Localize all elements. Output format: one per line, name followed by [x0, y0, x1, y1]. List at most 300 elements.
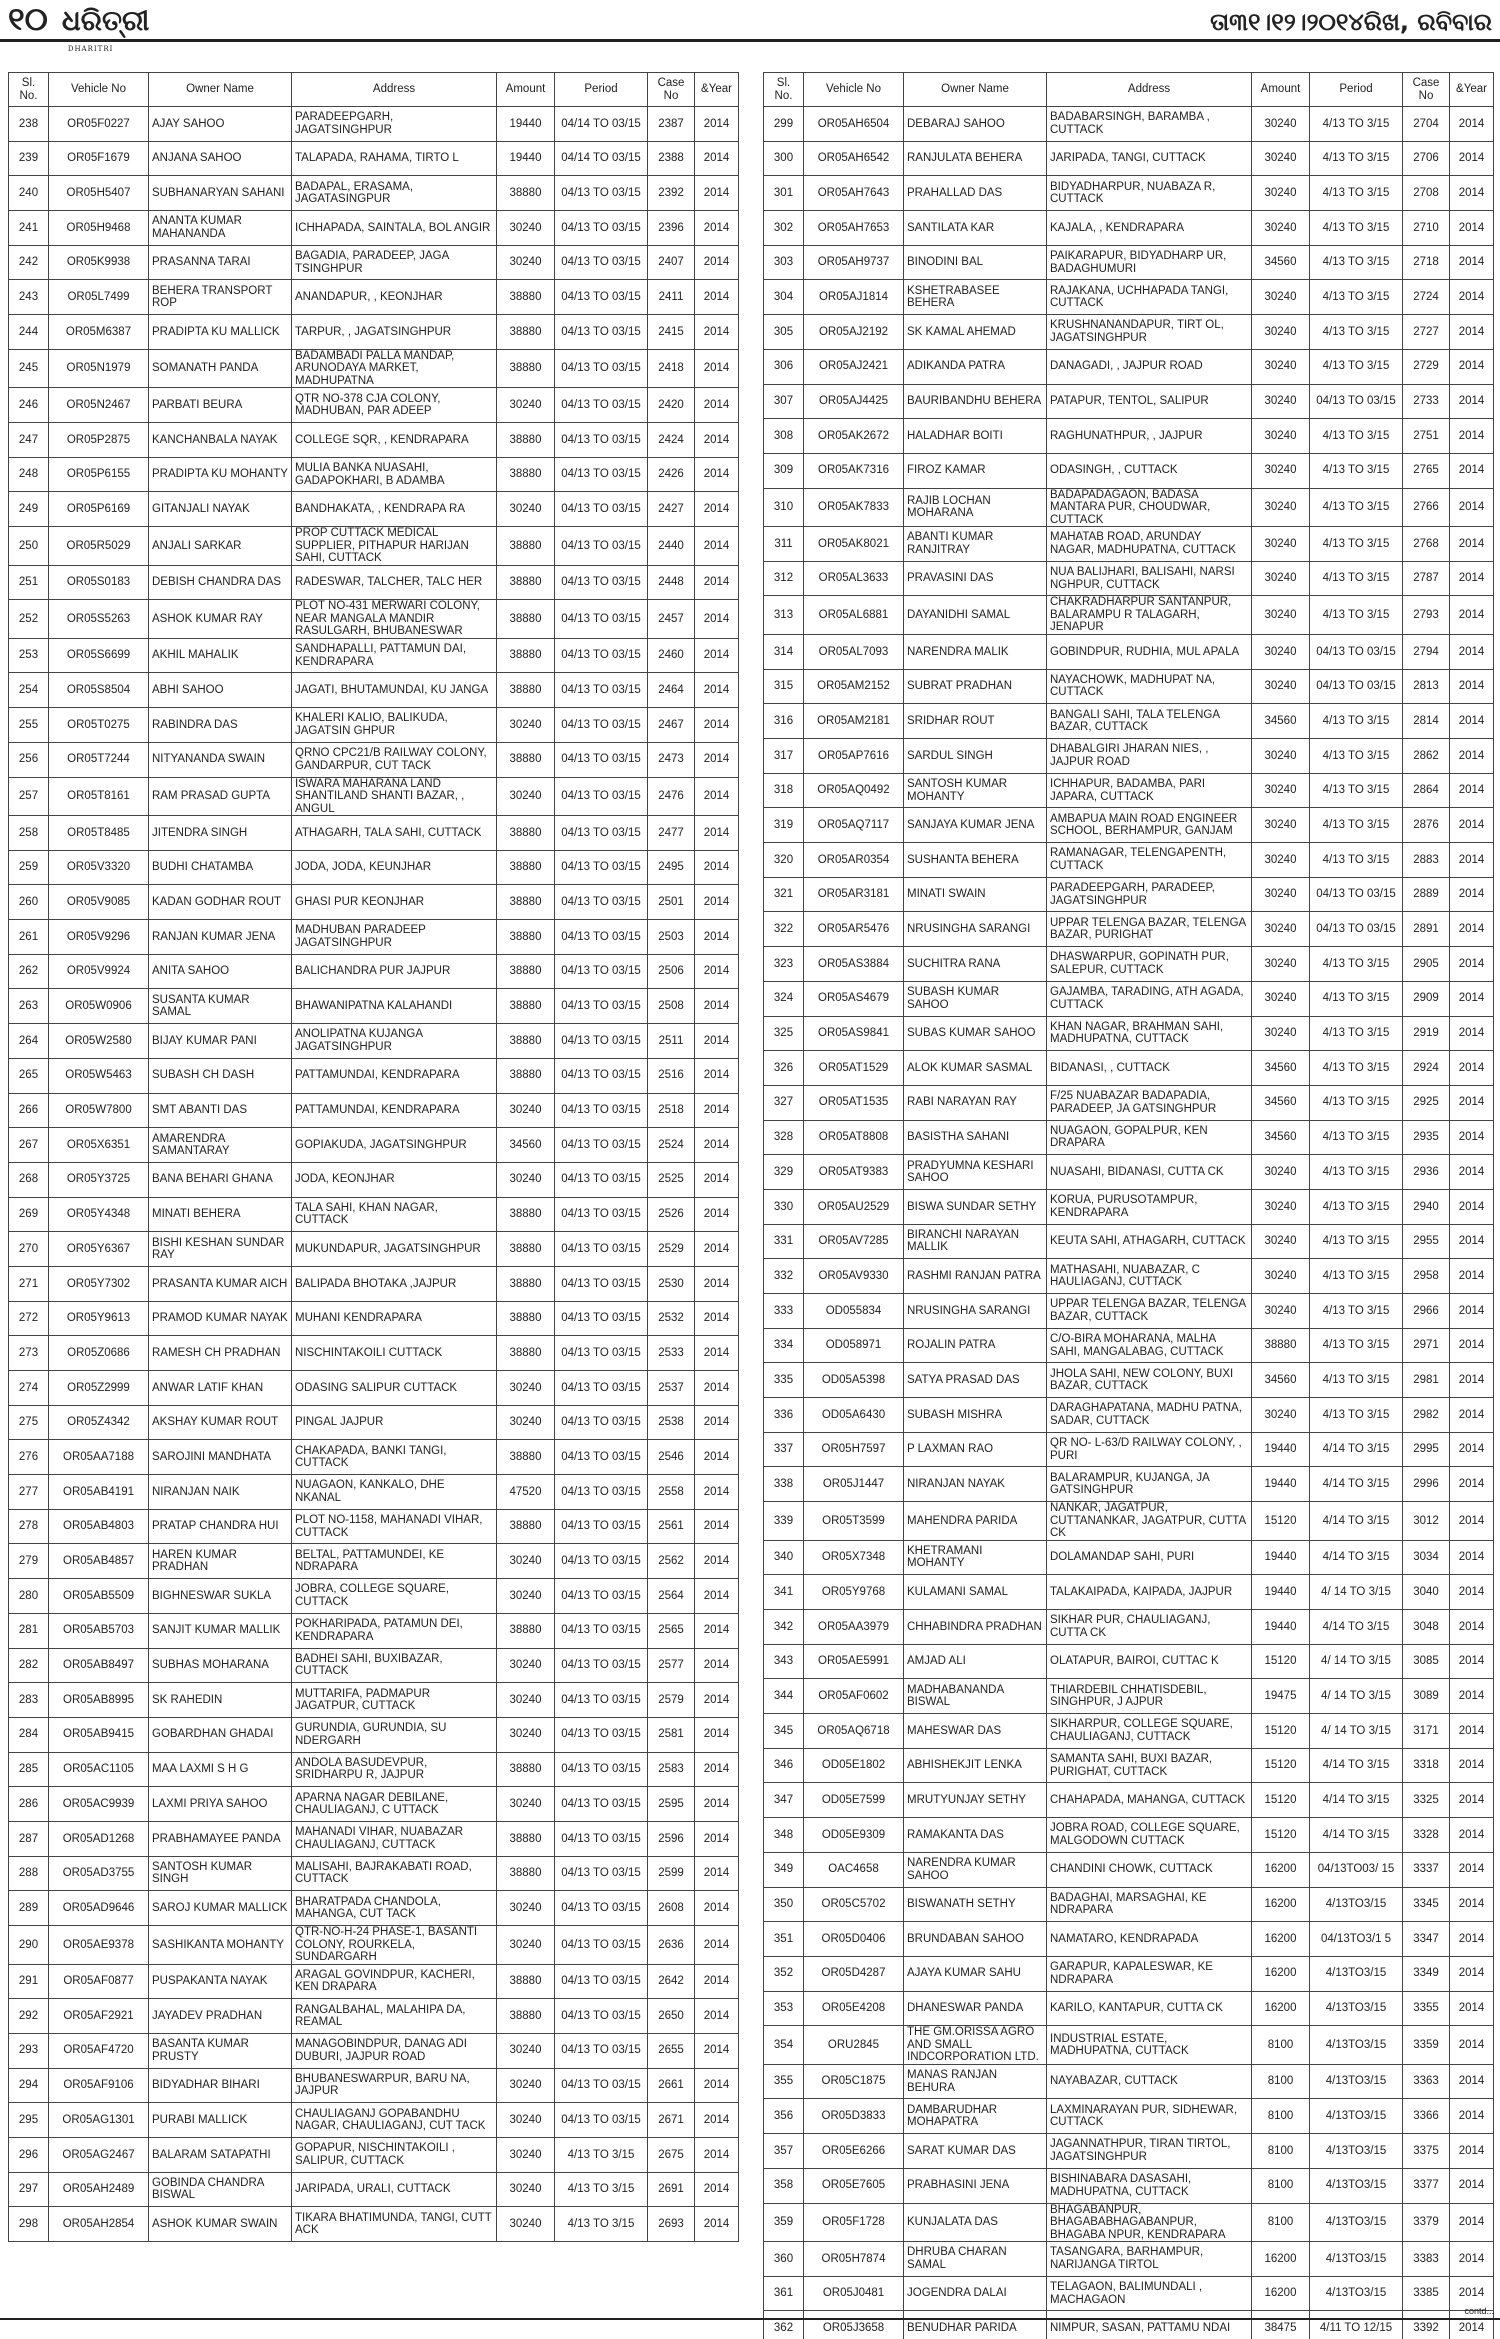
table-row: [9, 1024, 739, 1059]
cell-vehicle-no: OR05W0906: [49, 989, 149, 1024]
cell-case-no: 2595: [648, 1787, 695, 1822]
cell-address: CHANDINI CHOWK, CUTTACK: [1047, 1852, 1252, 1887]
cell-amount: 8100: [1252, 2099, 1310, 2134]
cell-period: 4/13 TO 3/15: [1310, 947, 1403, 982]
cell-period: 4/13 TO 3/15: [1310, 419, 1403, 454]
cell-vehicle-no: OR05N1979: [49, 349, 149, 388]
cell-address: SAMANTA SAHI, BUXI BAZAR, PURIGHAT, CUTTACK: [1047, 1748, 1252, 1783]
cell-year: 2014: [1450, 1120, 1494, 1155]
cell-vehicle-no: OR05AB4857: [49, 1544, 149, 1579]
cell-period: 04/13 TO 03/15: [555, 638, 648, 673]
cell-period: 04/13 TO 03/15: [555, 1856, 648, 1891]
cell-sl-no: 289: [9, 1891, 49, 1926]
cell-owner-name: KADAN GODHAR ROUT: [149, 885, 292, 920]
table-row: [764, 1748, 1494, 1783]
cell-owner-name: SARAT KUMAR DAS: [904, 2134, 1047, 2169]
cell-case-no: 2581: [648, 1717, 695, 1752]
cell-address: MULIA BANKA NUASAHI, GADAPOKHARI, B ADAMBA: [292, 457, 497, 492]
cell-address: GURUNDIA, GURUNDIA, SU NDERGARH: [292, 1717, 497, 1752]
cell-sl-no: 340: [764, 1540, 804, 1575]
cell-amount: 30240: [1252, 561, 1310, 596]
cell-vehicle-no: OR05S5263: [49, 600, 149, 639]
cell-amount: 38880: [497, 1336, 555, 1371]
cell-address: PARADEEPGARH, JAGATSINGHPUR: [292, 107, 497, 142]
cell-sl-no: 360: [764, 2242, 804, 2277]
cell-address: JODA, KEONJHAR: [292, 1162, 497, 1197]
cell-sl-no: 265: [9, 1058, 49, 1093]
cell-year: 2014: [695, 1821, 739, 1856]
cell-period: 04/13 TO 03/15: [555, 1162, 648, 1197]
cell-period: 04/13 TO 03/15: [555, 1752, 648, 1787]
cell-amount: 30240: [1252, 634, 1310, 669]
table-row: [764, 1887, 1494, 1922]
cell-amount: 38880: [497, 1024, 555, 1059]
cell-case-no: 3328: [1403, 1818, 1450, 1853]
cell-amount: 8100: [1252, 2134, 1310, 2169]
cell-case-no: 2526: [648, 1197, 695, 1232]
masthead: [0, 0, 1500, 53]
cell-address: TELAGAON, BALIMUNDALI , MACHAGAON: [1047, 2276, 1252, 2311]
cell-year: 2014: [695, 245, 739, 280]
cell-amount: 30240: [497, 2068, 555, 2103]
cell-sl-no: 291: [9, 1964, 49, 1999]
cell-owner-name: ABANTI KUMAR RANJITRAY: [904, 527, 1047, 562]
cell-vehicle-no: OR05AK2672: [804, 419, 904, 454]
cell-address: SIKHARPUR, COLLEGE SQUARE, CHAULIAGANJ, CUTTACK: [1047, 1714, 1252, 1749]
cell-owner-name: SANTOSH KUMAR MOHANTY: [904, 773, 1047, 808]
cell-owner-name: NITYANANDA SWAIN: [149, 742, 292, 777]
cell-year: 2014: [695, 1162, 739, 1197]
cell-year: 2014: [1450, 419, 1494, 454]
cell-year: 2014: [695, 1197, 739, 1232]
cell-year: 2014: [1450, 1467, 1494, 1502]
cell-case-no: 2751: [1403, 419, 1450, 454]
cell-vehicle-no: OR05W5463: [49, 1058, 149, 1093]
cell-case-no: 2546: [648, 1440, 695, 1475]
cell-vehicle-no: OR05AK7316: [804, 453, 904, 488]
table-row: [9, 565, 739, 600]
cell-year: 2014: [695, 1648, 739, 1683]
cell-year: 2014: [695, 1787, 739, 1822]
cell-sl-no: 246: [9, 388, 49, 423]
cell-sl-no: 286: [9, 1787, 49, 1822]
cell-amount: 30240: [497, 1405, 555, 1440]
cell-period: 04/13 TO 03/15: [555, 245, 648, 280]
cell-period: 04/13 TO 03/15: [555, 673, 648, 708]
cell-case-no: 2577: [648, 1648, 695, 1683]
cell-case-no: 2407: [648, 245, 695, 280]
table-row: [764, 2099, 1494, 2134]
cell-owner-name: RAM PRASAD GUPTA: [149, 777, 292, 816]
cell-period: 4/13 TO 3/15: [1310, 211, 1403, 246]
cell-sl-no: 261: [9, 920, 49, 955]
table-row: [9, 1197, 739, 1232]
table-row: [9, 1128, 739, 1163]
cell-owner-name: ANJALI SARKAR: [149, 527, 292, 566]
cell-year: 2014: [1450, 2099, 1494, 2134]
cell-address: OLATAPUR, BAIROI, CUTTAC K: [1047, 1644, 1252, 1679]
table-row: [764, 2168, 1494, 2203]
cell-year: 2014: [695, 2172, 739, 2207]
table-row: [9, 1717, 739, 1752]
cell-amount: 16200: [1252, 1991, 1310, 2026]
cell-year: 2014: [695, 1440, 739, 1475]
table-row: [9, 388, 739, 423]
cell-year: 2014: [1450, 1398, 1494, 1433]
cell-sl-no: 250: [9, 527, 49, 566]
cell-vehicle-no: OR05H7874: [804, 2242, 904, 2277]
cell-amount: 38880: [497, 423, 555, 458]
cell-period: 04/13 TO 03/15: [1310, 384, 1403, 419]
cell-sl-no: 269: [9, 1197, 49, 1232]
cell-address: BADAMBADI PALLA MANDAP, ARUNODAYA MARKET, MADHUPATNA: [292, 349, 497, 388]
cell-vehicle-no: OR05AF0877: [49, 1964, 149, 1999]
cell-address: DHABALGIRI JHARAN NIES, , JAJPUR ROAD: [1047, 739, 1252, 774]
cell-vehicle-no: OR05AA7188: [49, 1440, 149, 1475]
table-row: [9, 527, 739, 566]
cell-case-no: 2530: [648, 1266, 695, 1301]
table-row: [764, 349, 1494, 384]
cell-address: UPPAR TELENGA BAZAR, TELENGA BAZAR, CUTTACK: [1047, 1294, 1252, 1329]
cell-case-no: 2457: [648, 600, 695, 639]
cell-case-no: 2787: [1403, 561, 1450, 596]
cell-period: 4/ 14 TO 3/15: [1310, 1679, 1403, 1714]
cell-sl-no: 338: [764, 1467, 804, 1502]
cell-owner-name: ANWAR LATIF KHAN: [149, 1371, 292, 1406]
cell-vehicle-no: OR05H7597: [804, 1432, 904, 1467]
cell-case-no: 2636: [648, 1926, 695, 1965]
cell-address: UPPAR TELENGA BAZAR, TELENGA BAZAR, PURIGHAT: [1047, 912, 1252, 947]
cell-owner-name: PRAMOD KUMAR NAYAK: [149, 1301, 292, 1336]
cell-period: 04/13 TO 03/15: [1310, 669, 1403, 704]
table-row: [764, 704, 1494, 739]
cell-owner-name: BIDYADHAR BIHARI: [149, 2068, 292, 2103]
cell-year: 2014: [695, 1891, 739, 1926]
cell-vehicle-no: OR05Y9613: [49, 1301, 149, 1336]
cell-owner-name: LAXMI PRIYA SAHOO: [149, 1787, 292, 1822]
cell-period: 4/13 TO 3/15: [555, 2172, 648, 2207]
cell-address: JHOLA SAHI, NEW COLONY, BUXI BAZAR, CUTTACK: [1047, 1363, 1252, 1398]
cell-vehicle-no: OR05V9924: [49, 954, 149, 989]
cell-year: 2014: [1450, 245, 1494, 280]
cell-vehicle-no: OR05AL3633: [804, 561, 904, 596]
vehicle-table-right: [763, 72, 1493, 2339]
cell-owner-name: BINODINI BAL: [904, 245, 1047, 280]
cell-amount: 38880: [497, 315, 555, 350]
cell-amount: 38880: [497, 1964, 555, 1999]
cell-period: 04/13 TO 03/15: [555, 1058, 648, 1093]
cell-owner-name: ASHOK KUMAR RAY: [149, 600, 292, 639]
cell-sl-no: 267: [9, 1128, 49, 1163]
cell-address: GOBINDPUR, RUDHIA, MUL APALA: [1047, 634, 1252, 669]
cell-address: BALIPADA BHOTAKA ,JAJPUR: [292, 1266, 497, 1301]
cell-period: 04/13 TO 03/15: [1310, 877, 1403, 912]
cell-year: 2014: [695, 1024, 739, 1059]
cell-amount: 30240: [1252, 1259, 1310, 1294]
cell-year: 2014: [695, 989, 739, 1024]
cell-year: 2014: [1450, 453, 1494, 488]
cell-address: JARIPADA, URALI, CUTTACK: [292, 2172, 497, 2207]
cell-amount: 8100: [1252, 2026, 1310, 2065]
cell-period: 4/13 TO 3/15: [1310, 176, 1403, 211]
cell-year: 2014: [695, 920, 739, 955]
cell-owner-name: GOBARDHAN GHADAI: [149, 1717, 292, 1752]
table-row: [764, 773, 1494, 808]
table-row: [9, 107, 739, 142]
table-row: [9, 954, 739, 989]
cell-year: 2014: [695, 850, 739, 885]
table-row: [9, 600, 739, 639]
table-row: [9, 1613, 739, 1648]
cell-sl-no: 344: [764, 1679, 804, 1714]
cell-case-no: 2440: [648, 527, 695, 566]
cell-vehicle-no: OR05AC9939: [49, 1787, 149, 1822]
cell-year: 2014: [695, 2137, 739, 2172]
cell-owner-name: SANJAYA KUMAR JENA: [904, 808, 1047, 843]
cell-address: JODA, JODA, KEUNJHAR: [292, 850, 497, 885]
cell-sl-no: 321: [764, 877, 804, 912]
cell-case-no: 3171: [1403, 1714, 1450, 1749]
cell-case-no: 2424: [648, 423, 695, 458]
cell-year: 2014: [695, 1856, 739, 1891]
cell-sl-no: 318: [764, 773, 804, 808]
cell-sl-no: 281: [9, 1613, 49, 1648]
cell-amount: 30240: [1252, 1294, 1310, 1329]
cell-owner-name: SUBASH KUMAR SAHOO: [904, 981, 1047, 1016]
cell-period: 04/13 TO 03/15: [555, 211, 648, 246]
cell-address: MADHUBAN PARADEEP JAGATSINGHPUR: [292, 920, 497, 955]
cell-sl-no: 270: [9, 1232, 49, 1267]
cell-owner-name: MANAS RANJAN BEHURA: [904, 2064, 1047, 2099]
cell-case-no: 2564: [648, 1579, 695, 1614]
cell-vehicle-no: OR05AH7643: [804, 176, 904, 211]
cell-year: 2014: [1450, 808, 1494, 843]
cell-vehicle-no: OR05P6155: [49, 457, 149, 492]
cell-owner-name: PRASANNA TARAI: [149, 245, 292, 280]
table-row: [9, 1058, 739, 1093]
cell-vehicle-no: OR05AJ4425: [804, 384, 904, 419]
cell-period: 4/13TO3/15: [1310, 2242, 1403, 2277]
cell-year: 2014: [1450, 1991, 1494, 2026]
cell-vehicle-no: OR05J0481: [804, 2276, 904, 2311]
cell-owner-name: ANITA SAHOO: [149, 954, 292, 989]
cell-owner-name: AMARENDRA SAMANTARAY: [149, 1128, 292, 1163]
cell-address: KEUTA SAHI, ATHAGARH, CUTTACK: [1047, 1224, 1252, 1259]
cell-case-no: 3347: [1403, 1922, 1450, 1957]
cell-period: 04/13 TO 03/15: [555, 315, 648, 350]
cell-case-no: 2608: [648, 1891, 695, 1926]
cell-sl-no: 330: [764, 1189, 804, 1224]
cell-year: 2014: [695, 1613, 739, 1648]
cell-owner-name: DHANESWAR PANDA: [904, 1991, 1047, 2026]
cell-sl-no: 271: [9, 1266, 49, 1301]
cell-vehicle-no: OR05T8485: [49, 816, 149, 851]
cell-amount: 34560: [1252, 704, 1310, 739]
cell-sl-no: 273: [9, 1336, 49, 1371]
table-row: [764, 488, 1494, 527]
cell-address: DOLAMANDAP SAHI, PURI: [1047, 1540, 1252, 1575]
cell-vehicle-no: OR05W7800: [49, 1093, 149, 1128]
cell-year: 2014: [695, 742, 739, 777]
table-row: [9, 1266, 739, 1301]
cell-vehicle-no: OR05AB4191: [49, 1475, 149, 1510]
cell-vehicle-no: OR05D0406: [804, 1922, 904, 1957]
cell-year: 2014: [1450, 877, 1494, 912]
cell-year: 2014: [1450, 2276, 1494, 2311]
cell-period: 04/13 TO 03/15: [555, 1475, 648, 1510]
cell-owner-name: GOBINDA CHANDRA BISWAL: [149, 2172, 292, 2207]
cell-amount: 30240: [1252, 107, 1310, 142]
cell-sl-no: 256: [9, 742, 49, 777]
cell-period: 4/14 TO 3/15: [1310, 1610, 1403, 1645]
cell-case-no: 2562: [648, 1544, 695, 1579]
cell-vehicle-no: OR05AV7285: [804, 1224, 904, 1259]
cell-period: 04/14 TO 03/15: [555, 141, 648, 176]
cell-amount: 30240: [1252, 739, 1310, 774]
table-row: [9, 1787, 739, 1822]
cell-owner-name: AKSHAY KUMAR ROUT: [149, 1405, 292, 1440]
table-row: [764, 1294, 1494, 1329]
cell-vehicle-no: ORU2845: [804, 2026, 904, 2065]
cell-address: TASANGARA, BARHAMPUR, NARIJANGA TIRTOL: [1047, 2242, 1252, 2277]
cell-year: 2014: [1450, 2242, 1494, 2277]
cell-period: 4/13TO3/15: [1310, 1887, 1403, 1922]
cell-case-no: 2415: [648, 315, 695, 350]
cell-case-no: 3392: [1403, 2311, 1450, 2339]
cell-vehicle-no: OR05AE5991: [804, 1644, 904, 1679]
cell-case-no: 2718: [1403, 245, 1450, 280]
cell-case-no: 2579: [648, 1683, 695, 1718]
cell-amount: 30240: [1252, 384, 1310, 419]
cell-sl-no: 355: [764, 2064, 804, 2099]
cell-sl-no: 260: [9, 885, 49, 920]
cell-sl-no: 274: [9, 1371, 49, 1406]
cell-year: 2014: [695, 492, 739, 527]
cell-owner-name: SUBASH MISHRA: [904, 1398, 1047, 1433]
cell-amount: 19440: [1252, 1540, 1310, 1575]
cell-address: JOBRA ROAD, COLLEGE SQUARE, MALGODOWN CUTTACK: [1047, 1818, 1252, 1853]
cell-period: 04/13 TO 03/15: [555, 1926, 648, 1965]
cell-amount: 30240: [1252, 1398, 1310, 1433]
cell-sl-no: 264: [9, 1024, 49, 1059]
cell-sl-no: 305: [764, 315, 804, 350]
cell-owner-name: PURABI MALLICK: [149, 2103, 292, 2138]
col-case-no: Case No: [1403, 73, 1450, 107]
table-row: [764, 1818, 1494, 1853]
cell-year: 2014: [1450, 669, 1494, 704]
cell-period: 4/13 TO 3/15: [1310, 1363, 1403, 1398]
cell-amount: 30240: [1252, 176, 1310, 211]
table-row: [9, 816, 739, 851]
cell-year: 2014: [695, 1579, 739, 1614]
table-row: [764, 1467, 1494, 1502]
cell-year: 2014: [695, 1371, 739, 1406]
cell-sl-no: 348: [764, 1818, 804, 1853]
cell-amount: 30240: [497, 211, 555, 246]
col-period: Period: [555, 73, 648, 107]
cell-vehicle-no: OD05A5398: [804, 1363, 904, 1398]
cell-amount: 19440: [497, 107, 555, 142]
cell-period: 4/13 TO 3/15: [1310, 1155, 1403, 1190]
cell-period: 04/13 TO 03/15: [555, 1024, 648, 1059]
cell-case-no: 2516: [648, 1058, 695, 1093]
table-row: [764, 1540, 1494, 1575]
cell-owner-name: AJAYA KUMAR SAHU: [904, 1956, 1047, 1991]
cell-owner-name: BANA BEHARI GHANA: [149, 1162, 292, 1197]
table-header-row: [764, 73, 1494, 107]
cell-vehicle-no: OR05AH2854: [49, 2207, 149, 2242]
cell-year: 2014: [1450, 280, 1494, 315]
cell-vehicle-no: OR05AF2921: [49, 1999, 149, 2034]
cell-period: 4/14 TO 3/15: [1310, 1818, 1403, 1853]
col-amount: Amount: [1252, 73, 1310, 107]
cell-year: 2014: [1450, 141, 1494, 176]
cell-address: APARNA NAGAR DEBILANE, CHAULIAGANJ, C UTTACK: [292, 1787, 497, 1822]
cell-sl-no: 242: [9, 245, 49, 280]
cell-owner-name: RAJIB LOCHAN MOHARANA: [904, 488, 1047, 527]
cell-sl-no: 352: [764, 1956, 804, 1991]
cell-case-no: 2537: [648, 1371, 695, 1406]
cell-year: 2014: [695, 2207, 739, 2242]
cell-year: 2014: [695, 1058, 739, 1093]
cell-sl-no: 254: [9, 673, 49, 708]
cell-case-no: 2671: [648, 2103, 695, 2138]
cell-owner-name: BEHERA TRANSPORT ROP: [149, 280, 292, 315]
table-row: [764, 1189, 1494, 1224]
cell-case-no: 2675: [648, 2137, 695, 2172]
cell-case-no: 2813: [1403, 669, 1450, 704]
cell-address: BADAGHAI, MARSAGHAI, KE NDRAPARA: [1047, 1887, 1252, 1922]
cell-address: GOPIAKUDA, JAGATSINGHPUR: [292, 1128, 497, 1163]
cell-sl-no: 285: [9, 1752, 49, 1787]
cell-amount: 38880: [497, 1301, 555, 1336]
cell-case-no: 2814: [1403, 704, 1450, 739]
cell-owner-name: ABHI SAHOO: [149, 673, 292, 708]
cell-period: 4/13 TO 3/15: [1310, 1224, 1403, 1259]
cell-sl-no: 315: [764, 669, 804, 704]
cell-sl-no: 333: [764, 1294, 804, 1329]
cell-period: 4/13 TO 3/15: [1310, 808, 1403, 843]
cell-owner-name: JITENDRA SINGH: [149, 816, 292, 851]
cell-owner-name: THE GM.ORISSA AGRO AND SMALL INDCORPORATION LTD.: [904, 2026, 1047, 2065]
cell-amount: 30240: [497, 777, 555, 816]
cell-case-no: 3379: [1403, 2203, 1450, 2242]
cell-vehicle-no: OR05AR3181: [804, 877, 904, 912]
cell-owner-name: KUNJALATA DAS: [904, 2203, 1047, 2242]
cell-sl-no: 272: [9, 1301, 49, 1336]
cell-vehicle-no: OR05AJ1814: [804, 280, 904, 315]
cell-sl-no: 324: [764, 981, 804, 1016]
cell-vehicle-no: OR05AH6504: [804, 107, 904, 142]
cell-period: 04/13 TO 03/15: [555, 527, 648, 566]
table-row: [764, 1922, 1494, 1957]
cell-address: MAHANADI VIHAR, NUABAZAR CHAULIAGANJ, CUTTACK: [292, 1821, 497, 1856]
table-row: [764, 2064, 1494, 2099]
cell-owner-name: ANANTA KUMAR MAHANANDA: [149, 211, 292, 246]
col-year: &Year: [1450, 73, 1494, 107]
cell-period: 4/13 TO 3/15: [1310, 1259, 1403, 1294]
cell-address: POKHARIPADA, PATAMUN DEI, KENDRAPARA: [292, 1613, 497, 1648]
cell-year: 2014: [1450, 527, 1494, 562]
cell-owner-name: SUCHITRA RANA: [904, 947, 1047, 982]
col-owner-name: Owner Name: [149, 73, 292, 107]
cell-sl-no: 339: [764, 1502, 804, 1541]
cell-case-no: 2518: [648, 1093, 695, 1128]
cell-owner-name: KANCHANBALA NAYAK: [149, 423, 292, 458]
cell-sl-no: 278: [9, 1509, 49, 1544]
cell-owner-name: BIRANCHI NARAYAN MALLIK: [904, 1224, 1047, 1259]
cell-owner-name: BASANTA KUMAR PRUSTY: [149, 2033, 292, 2068]
